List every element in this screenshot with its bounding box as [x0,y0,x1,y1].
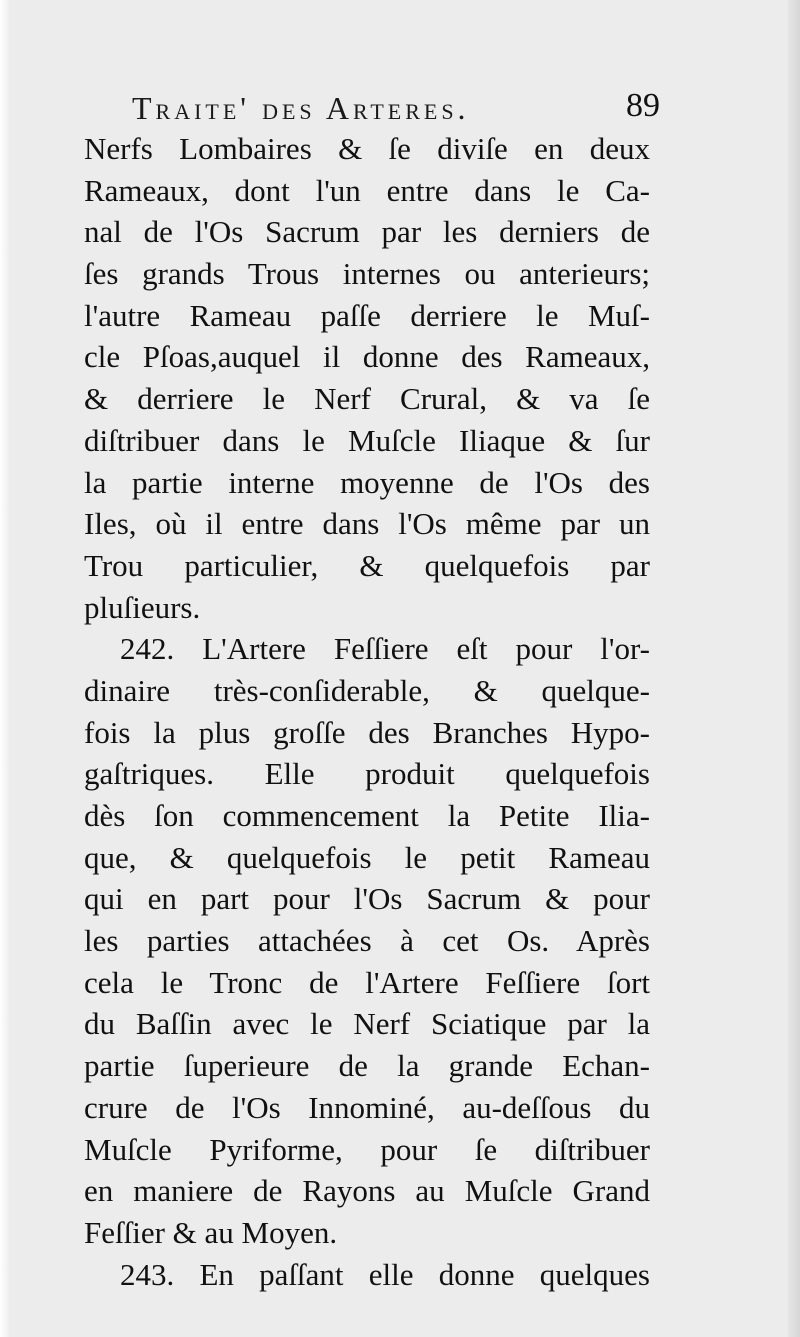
text-line: du Baſſin avec le Nerf Sciatique par la [84,1006,650,1042]
body-text [84,128,650,1295]
paragraph-start-243: 243. En paſſant elle donne quelques [120,1256,650,1292]
text-line: cela le Tronc de l'Artere Feſſiere ſort [84,964,650,1000]
text-line: dès ſon commencement la Petite Ilia- [84,798,650,833]
text-line: gaſtriques. Elle produit quelquefois [84,756,650,792]
text-line: cle Pſoas,auquel il donne des Rameaux, [84,339,650,375]
text-line: diſtribuer dans le Muſcle Iliaque & ſur [84,422,650,458]
text-line: Muſcle Pyriforme, pour ſe diſtribuer [84,1131,650,1167]
page-edge-left [0,0,10,1337]
text-line: crure de l'Os Innominé, au-deſſous du [84,1089,650,1125]
text-line: les parties attachées à cet Os. Après [84,923,650,959]
text-line: & derriere le Nerf Crural, & va ſe [84,381,650,417]
text-line: l'autre Rameau paſſe derriere le Muſ- [84,297,650,333]
text-line: partie ſuperieure de la grande Echan- [84,1048,650,1084]
text-line: Nerfs Lombaires & ſe diviſe en deux [84,131,650,166]
text-line: fois la plus groſſe des Branches Hypo- [84,714,650,750]
text-line: pluſieurs. [84,589,201,625]
text-line: Rameaux, dont l'un entre dans le Ca- [84,172,650,208]
text-line: Trou particulier, & quelquefois par [84,547,650,583]
text-line: dinaire très-conſiderable, & quelque- [84,672,650,708]
paragraph-start-242: 242. L'Artere Feſſiere eſt pour l'or- [120,631,650,667]
text-line: Feſſier & au Moyen. [84,1214,338,1250]
text-line: qui en part pour l'Os Sacrum & pour [84,881,650,917]
text-line: en maniere de Rayons au Muſcle Grand [84,1173,650,1209]
text-line: ſes grands Trous internes ou anterieurs; [84,256,650,292]
page-number: 89 [626,87,660,124]
text-line: Iles, où il entre dans l'Os même par un [84,506,650,542]
text-line: la partie interne moyenne de l'Os des [84,464,650,500]
page-edge-right [788,0,800,1337]
text-line: que, & quelquefois le petit Rameau [84,839,650,875]
running-title: Traite' des Arteres. [132,90,470,126]
text-line: nal de l'Os Sacrum par les derniers de [84,214,650,250]
